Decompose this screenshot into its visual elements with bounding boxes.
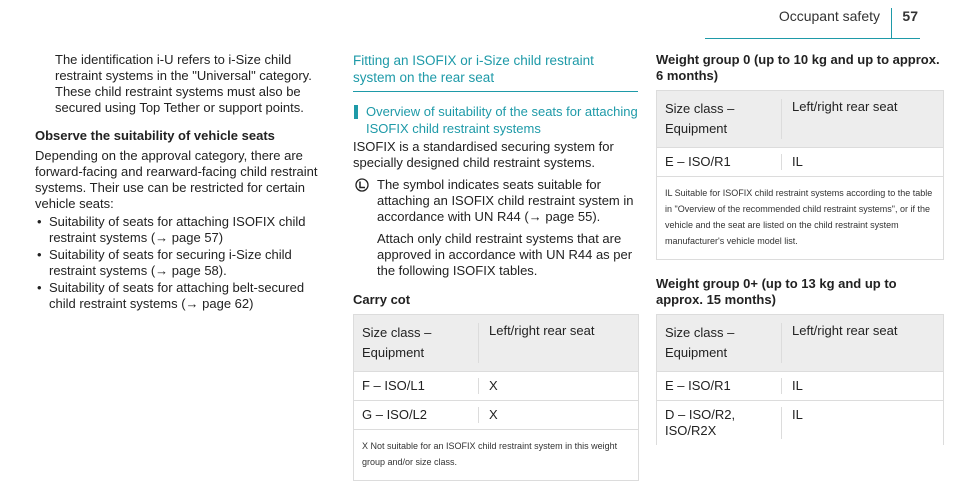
subsection-heading-text: Overview of suitability of the seats for attaching ISOFIX child restraint systems xyxy=(366,104,638,136)
page-header xyxy=(705,6,920,39)
table-cell: IL xyxy=(781,407,935,439)
header-divider xyxy=(891,8,892,38)
list-item xyxy=(35,280,333,312)
section-heading: Fitting an ISOFIX or i-Size child restraint system on the rear seat xyxy=(353,52,638,92)
list-item-text: Suitability of seats for securing i-Size child restraint systems (→ page 58). xyxy=(49,247,292,278)
bullet-icon: • xyxy=(37,247,42,262)
suitability-heading: Observe the suitability of vehicle seats xyxy=(35,128,275,143)
suitability-list xyxy=(35,214,333,312)
table-row xyxy=(354,400,638,429)
table-cell: X xyxy=(478,378,630,394)
group0plus-heading: Weight group 0+ (up to 13 kg and up to approx. 15 months) xyxy=(656,276,897,307)
table-header xyxy=(354,315,638,371)
table-cell: E – ISO/R1 xyxy=(665,378,731,393)
column-middle xyxy=(353,52,638,481)
isofix-note xyxy=(353,177,638,279)
table-cell: IL xyxy=(781,378,935,394)
table-header-cell: Left/right rear seat xyxy=(781,99,935,139)
group0-table xyxy=(656,90,944,260)
section-title: Occupant safety xyxy=(778,8,880,24)
page-number: 57 xyxy=(902,8,918,24)
table-cell: F – ISO/L1 xyxy=(362,378,425,393)
table-cell: X xyxy=(478,407,630,423)
carry-cot-heading: Carry cot xyxy=(353,292,411,307)
suitability-body: Depending on the approval category, there are forward-facing and rearward-facing child restraint systems. Their use can be restricted for certain vehicle seats: xyxy=(35,148,318,211)
table-row xyxy=(657,371,943,400)
table-header-cell: Left/right rear seat xyxy=(478,323,630,363)
table-header xyxy=(657,91,943,147)
table-header-cell: Left/right rear seat xyxy=(781,323,935,363)
list-item xyxy=(35,247,333,279)
table-cell: G – ISO/L2 xyxy=(362,407,428,422)
carry-cot-table xyxy=(353,314,639,481)
isofix-symbol-icon xyxy=(355,178,369,192)
group0plus-table xyxy=(656,314,944,445)
table-cell: D – ISO/R2, ISO/R2X xyxy=(665,407,736,438)
note-symbol-text: The symbol indicates seats suitable for attaching an ISOFIX child restraint system in accordance with UN R44 (→ page 55). xyxy=(377,177,634,224)
subsection-heading xyxy=(353,103,638,137)
table-row xyxy=(354,371,638,400)
bullet-icon: • xyxy=(37,214,42,229)
table-header-cell: Size class – Equipment xyxy=(665,325,735,360)
intro-paragraph: The identification i-U refers to i-Size child restraint systems in the "Universal" category. These child restraint systems must also be secured using Top Tether or support points. xyxy=(55,52,312,115)
table-header-cell: Size class – Equipment xyxy=(362,325,432,360)
list-item-text: Suitability of seats for attaching ISOFIX child restraint systems (→ page 57) xyxy=(49,214,306,245)
table-cell: E – ISO/R1 xyxy=(665,154,731,169)
table-row xyxy=(657,147,943,176)
column-left xyxy=(35,52,333,313)
isofix-body: ISOFIX is a standardised securing system for specially designed child restraint systems. xyxy=(353,139,614,170)
bullet-icon: • xyxy=(37,280,42,295)
table-footnote: IL Suitable for ISOFIX child restraint systems according to the table in "Overview of the recommended child restraint systems", or if the vehicle and the seat are listed on the child restraint system manufacturer's vehicle model list. xyxy=(657,176,943,259)
table-footnote: X Not suitable for an ISOFIX child restraint system in this weight group and/or size class. xyxy=(354,429,638,480)
heading-bar-icon xyxy=(354,105,358,119)
note-attach-text: Attach only child restraint systems that are approved in accordance with UN R44 as per the following ISOFIX tables. xyxy=(377,231,633,278)
table-header-cell: Size class – Equipment xyxy=(665,101,735,136)
table-cell: IL xyxy=(781,154,935,170)
list-item-text: Suitability of seats for attaching belt-secured child restraint systems (→ page 62) xyxy=(49,280,305,311)
table-header xyxy=(657,315,943,371)
column-right xyxy=(656,52,942,445)
table-row xyxy=(657,400,943,445)
group0-heading: Weight group 0 (up to 10 kg and up to approx. 6 months) xyxy=(656,52,940,83)
list-item xyxy=(35,214,333,246)
